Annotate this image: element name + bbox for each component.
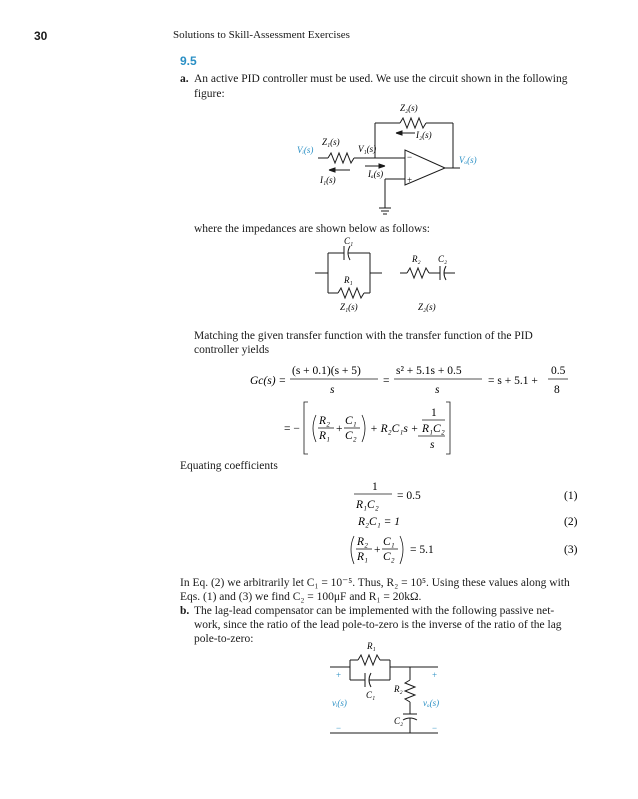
part-a-label: a. (180, 73, 189, 85)
eq-sign-1: = (383, 375, 390, 387)
impedance-circuits (310, 235, 470, 315)
coefficient-equations (340, 478, 590, 578)
minus-terminal: − (407, 152, 413, 162)
v1-label: V₁(s) (358, 144, 377, 154)
eq-r1c2: R₁C₂ (422, 423, 445, 435)
lag-r1-label: R₁ (367, 641, 376, 651)
eq3-r1: R₁ (357, 551, 369, 563)
after-line2: Eqs. (1) and (3) we find C₂ = 100μF and R₁ = 20kΩ. (180, 591, 422, 603)
i1-label: I₁(s) (320, 175, 336, 185)
eq-s: s (430, 439, 435, 451)
frac3-den: 8 (554, 384, 560, 396)
ia-label: Iₐ(s) (368, 169, 384, 179)
eq2-expr: R₂C₁ = 1 (358, 516, 400, 528)
z1-label-2: Z₁(s) (340, 302, 358, 312)
frac1-num: (s + 0.1)(s + 5) (292, 365, 361, 377)
part-b-line3: pole-to-zero: (194, 633, 254, 645)
impedances-text: where the impedances are shown below as follows: (194, 223, 430, 235)
i2-label: I₂(s) (416, 130, 432, 140)
eq3-r2: R₂ (357, 536, 369, 548)
z2-label-2: Z₂(s) (418, 302, 436, 312)
eq3-rhs: = 5.1 (410, 544, 434, 556)
lag-vi-minus: − (336, 723, 342, 733)
eq1-den: R₁C₂ (356, 499, 379, 511)
lag-c2-label: C₂ (394, 716, 404, 726)
part-a-line1: An active PID controller must be used. We use the circuit shown in the following (194, 73, 568, 85)
frac2-num: s² + 5.1s + 0.5 (396, 365, 462, 377)
matching-line1: Matching the given transfer function with the transfer function of the PID (194, 330, 533, 342)
page-number: 30 (34, 29, 48, 43)
lag-c1-label: C₁ (366, 690, 376, 700)
eq-c2: C₂ (345, 430, 357, 442)
r1-label: R₁ (344, 275, 353, 285)
part-b-line2: work, since the ratio of the lead pole-to-zero is the inverse of the ratio of the lag (194, 619, 562, 631)
lag-vi-label: vᵢ(s) (332, 698, 347, 708)
z1-label: Z₁(s) (322, 137, 340, 147)
lag-r2-label: R₂ (394, 684, 403, 694)
frac2-den: s (435, 384, 440, 396)
eq-mid: + R₂C₁s + (370, 423, 419, 435)
eq-r1: R₁ (319, 430, 331, 442)
eq-plus-inner: + (336, 423, 343, 435)
rhs-part: = s + 5.1 + (488, 375, 538, 387)
after-line1: In Eq. (2) we arbitrarily let C₁ = 10⁻⁵. Thus, R₂ = 10⁵. Using these values along with (180, 577, 570, 589)
part-b-line1: The lag-lead compensator can be implemented with the following passive net- (194, 605, 555, 617)
part-b-label: b. (180, 605, 190, 617)
eq-c1: C₁ (345, 415, 357, 427)
part-a-line2: figure: (194, 88, 225, 100)
eq3-label: (3) (564, 544, 578, 556)
gc-equation (240, 360, 580, 460)
lag-vi-plus: + (336, 670, 342, 680)
section-number: 9.5 (180, 54, 197, 68)
frac1-den: s (330, 384, 335, 396)
lag-lead-network (320, 640, 460, 740)
eq3-c1: C₁ (383, 536, 395, 548)
eq1-num: 1 (372, 481, 378, 493)
frac3-num: 0.5 (551, 365, 566, 377)
plus-terminal: + (407, 175, 413, 185)
gc-lhs: Gc(s) = (250, 375, 287, 387)
eq3-c2: C₂ (383, 551, 395, 563)
lag-vo-label: vₒ(s) (423, 698, 440, 708)
opamp-pid-circuit (290, 100, 500, 220)
eq2-label: (2) (564, 516, 578, 528)
vi-label: Vᵢ(s) (297, 145, 314, 155)
c1-label: C₁ (344, 236, 354, 246)
equating-text: Equating coefficients (180, 460, 278, 472)
lag-vo-minus: − (432, 723, 438, 733)
eq-one: 1 (431, 407, 437, 419)
eq3-plus: + (374, 544, 381, 556)
line2-prefix: = − (284, 423, 300, 435)
matching-line2: controller yields (194, 344, 270, 356)
r2-label: R₂ (412, 254, 421, 264)
z2-label: Z₂(s) (400, 103, 418, 113)
vo-label: Vₒ(s) (459, 155, 477, 165)
eq-r2: R₂ (319, 415, 331, 427)
eq1-rhs: = 0.5 (397, 490, 421, 502)
lag-vo-plus: + (432, 670, 438, 680)
c2-label: C₂ (438, 254, 448, 264)
running-title: Solutions to Skill-Assessment Exercises (173, 29, 350, 41)
eq1-label: (1) (564, 490, 578, 502)
